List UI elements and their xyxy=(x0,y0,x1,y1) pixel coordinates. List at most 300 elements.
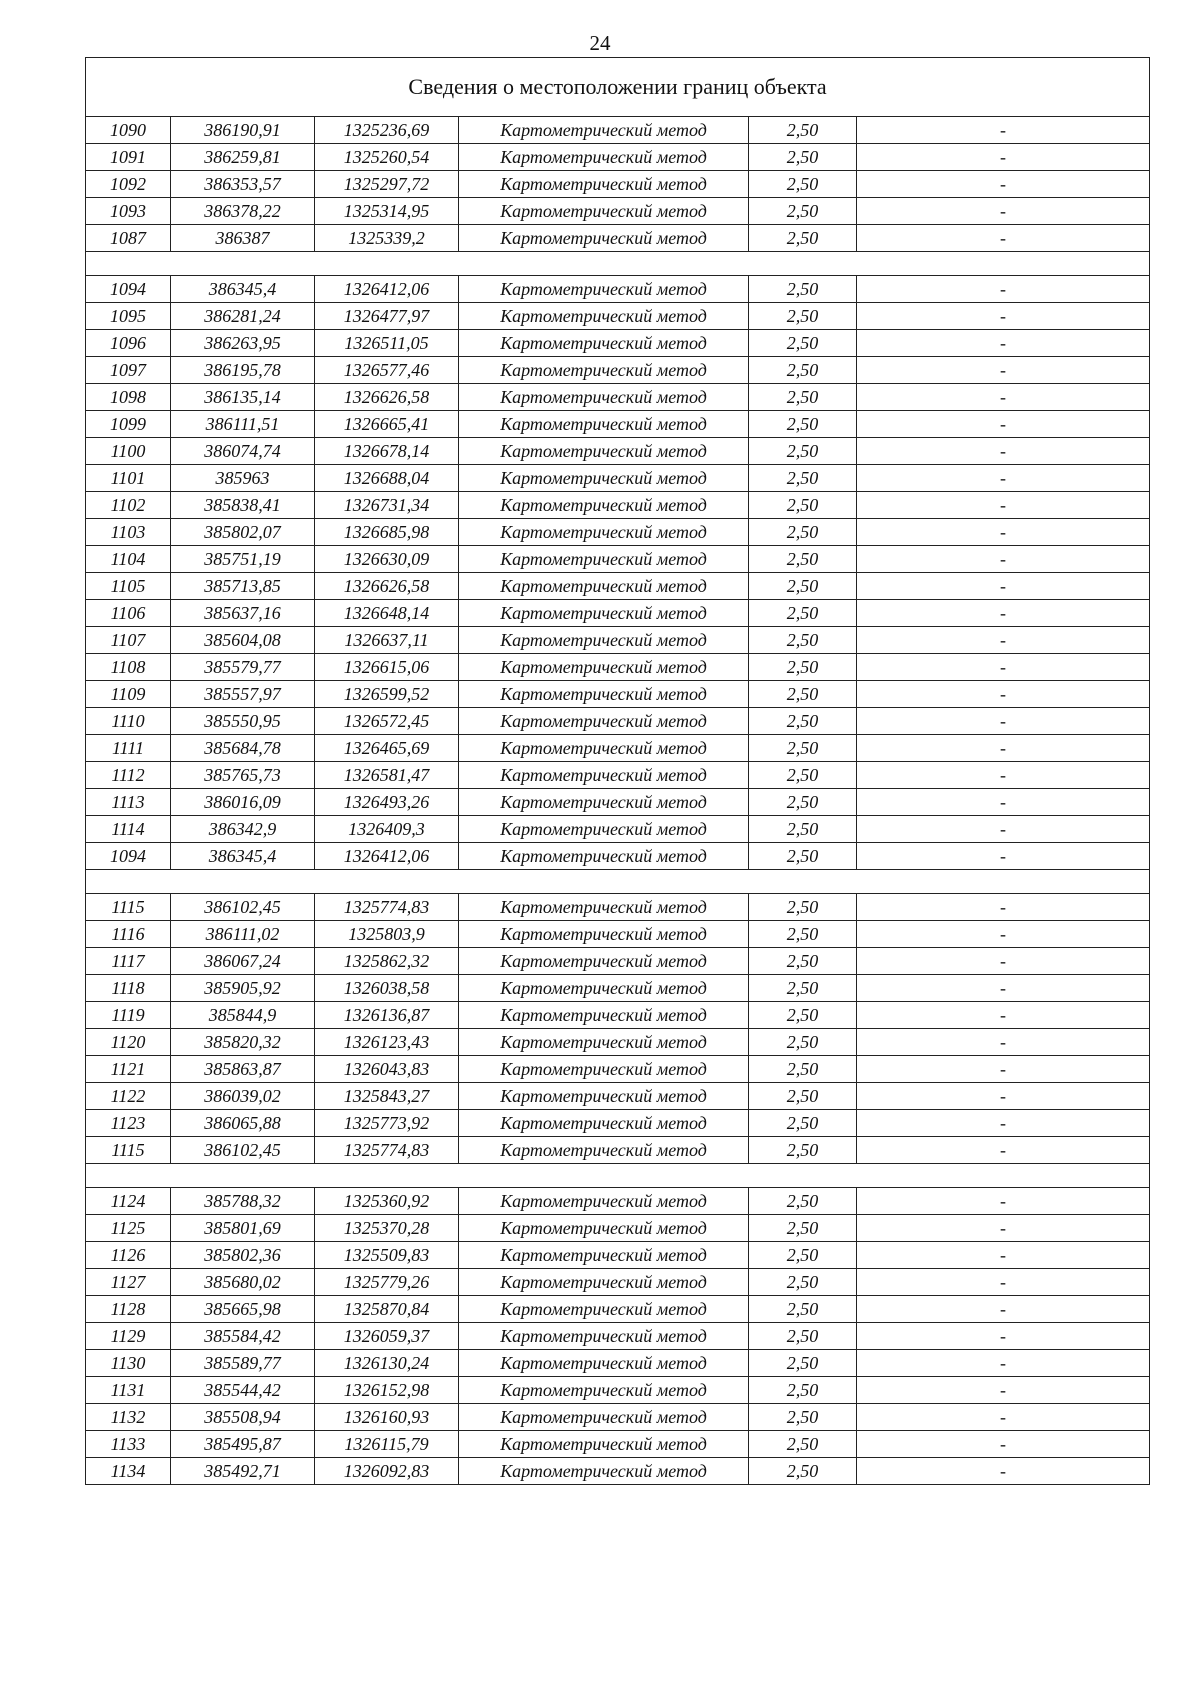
method-cell: Картометрический метод xyxy=(459,225,749,252)
point-number-cell: 1130 xyxy=(86,1350,171,1377)
y-coordinate-cell: 1325509,83 xyxy=(315,1242,459,1269)
accuracy-cell: 2,50 xyxy=(749,1242,857,1269)
table-row xyxy=(86,492,1150,519)
method-cell: Картометрический метод xyxy=(459,1242,749,1269)
accuracy-cell: 2,50 xyxy=(749,1458,857,1485)
method-cell: Картометрический метод xyxy=(459,1404,749,1431)
table-row xyxy=(86,762,1150,789)
description-cell: - xyxy=(857,1029,1150,1056)
x-coordinate-cell: 386135,14 xyxy=(171,384,315,411)
point-number-cell: 1131 xyxy=(86,1377,171,1404)
point-number-cell: 1094 xyxy=(86,843,171,870)
y-coordinate-cell: 1325862,32 xyxy=(315,948,459,975)
accuracy-cell: 2,50 xyxy=(749,1110,857,1137)
table-row xyxy=(86,465,1150,492)
description-cell: - xyxy=(857,198,1150,225)
method-cell: Картометрический метод xyxy=(459,411,749,438)
y-coordinate-cell: 1326615,06 xyxy=(315,654,459,681)
point-number-cell: 1115 xyxy=(86,894,171,921)
x-coordinate-cell: 386345,4 xyxy=(171,843,315,870)
x-coordinate-cell: 385584,42 xyxy=(171,1323,315,1350)
table-row xyxy=(86,921,1150,948)
method-cell: Картометрический метод xyxy=(459,1188,749,1215)
table-row xyxy=(86,1350,1150,1377)
description-cell: - xyxy=(857,789,1150,816)
method-cell: Картометрический метод xyxy=(459,894,749,921)
y-coordinate-cell: 1326599,52 xyxy=(315,681,459,708)
method-cell: Картометрический метод xyxy=(459,789,749,816)
table-row xyxy=(86,627,1150,654)
y-coordinate-cell: 1326688,04 xyxy=(315,465,459,492)
x-coordinate-cell: 385495,87 xyxy=(171,1431,315,1458)
y-coordinate-cell: 1325843,27 xyxy=(315,1083,459,1110)
group-separator-cell xyxy=(86,870,1150,894)
group-separator-row xyxy=(86,252,1150,276)
x-coordinate-cell: 385788,32 xyxy=(171,1188,315,1215)
x-coordinate-cell: 386111,51 xyxy=(171,411,315,438)
y-coordinate-cell: 1326409,3 xyxy=(315,816,459,843)
group-separator-cell xyxy=(86,1164,1150,1188)
description-cell: - xyxy=(857,546,1150,573)
table-row xyxy=(86,384,1150,411)
point-number-cell: 1121 xyxy=(86,1056,171,1083)
table-row xyxy=(86,303,1150,330)
table-row xyxy=(86,1242,1150,1269)
table-row xyxy=(86,600,1150,627)
description-cell: - xyxy=(857,144,1150,171)
accuracy-cell: 2,50 xyxy=(749,816,857,843)
description-cell: - xyxy=(857,465,1150,492)
point-number-cell: 1105 xyxy=(86,573,171,600)
point-number-cell: 1125 xyxy=(86,1215,171,1242)
method-cell: Картометрический метод xyxy=(459,546,749,573)
x-coordinate-cell: 386353,57 xyxy=(171,171,315,198)
x-coordinate-cell: 386259,81 xyxy=(171,144,315,171)
x-coordinate-cell: 385751,19 xyxy=(171,546,315,573)
method-cell: Картометрический метод xyxy=(459,762,749,789)
x-coordinate-cell: 385905,92 xyxy=(171,975,315,1002)
point-number-cell: 1117 xyxy=(86,948,171,975)
point-number-cell: 1129 xyxy=(86,1323,171,1350)
point-number-cell: 1104 xyxy=(86,546,171,573)
y-coordinate-cell: 1326059,37 xyxy=(315,1323,459,1350)
table-row xyxy=(86,1404,1150,1431)
table-row xyxy=(86,1056,1150,1083)
description-cell: - xyxy=(857,948,1150,975)
point-number-cell: 1120 xyxy=(86,1029,171,1056)
method-cell: Картометрический метод xyxy=(459,276,749,303)
table-row xyxy=(86,171,1150,198)
table-row xyxy=(86,1377,1150,1404)
group-separator-cell xyxy=(86,252,1150,276)
accuracy-cell: 2,50 xyxy=(749,843,857,870)
y-coordinate-cell: 1325236,69 xyxy=(315,117,459,144)
x-coordinate-cell: 386345,4 xyxy=(171,276,315,303)
accuracy-cell: 2,50 xyxy=(749,1404,857,1431)
point-number-cell: 1127 xyxy=(86,1269,171,1296)
x-coordinate-cell: 385680,02 xyxy=(171,1269,315,1296)
x-coordinate-cell: 385838,41 xyxy=(171,492,315,519)
accuracy-cell: 2,50 xyxy=(749,735,857,762)
method-cell: Картометрический метод xyxy=(459,1215,749,1242)
description-cell: - xyxy=(857,1083,1150,1110)
y-coordinate-cell: 1325774,83 xyxy=(315,894,459,921)
y-coordinate-cell: 1325360,92 xyxy=(315,1188,459,1215)
method-cell: Картометрический метод xyxy=(459,1350,749,1377)
x-coordinate-cell: 386065,88 xyxy=(171,1110,315,1137)
point-number-cell: 1128 xyxy=(86,1296,171,1323)
method-cell: Картометрический метод xyxy=(459,144,749,171)
y-coordinate-cell: 1326678,14 xyxy=(315,438,459,465)
table-row xyxy=(86,789,1150,816)
description-cell: - xyxy=(857,1404,1150,1431)
method-cell: Картометрический метод xyxy=(459,627,749,654)
description-cell: - xyxy=(857,816,1150,843)
accuracy-cell: 2,50 xyxy=(749,117,857,144)
method-cell: Картометрический метод xyxy=(459,735,749,762)
group-separator-row xyxy=(86,1164,1150,1188)
table-row xyxy=(86,225,1150,252)
accuracy-cell: 2,50 xyxy=(749,654,857,681)
point-number-cell: 1116 xyxy=(86,921,171,948)
accuracy-cell: 2,50 xyxy=(749,1215,857,1242)
point-number-cell: 1112 xyxy=(86,762,171,789)
method-cell: Картометрический метод xyxy=(459,384,749,411)
y-coordinate-cell: 1326152,98 xyxy=(315,1377,459,1404)
point-number-cell: 1097 xyxy=(86,357,171,384)
y-coordinate-cell: 1326130,24 xyxy=(315,1350,459,1377)
accuracy-cell: 2,50 xyxy=(749,171,857,198)
point-number-cell: 1133 xyxy=(86,1431,171,1458)
table-row xyxy=(86,1029,1150,1056)
boundary-coordinates-table xyxy=(85,57,1150,1485)
x-coordinate-cell: 385589,77 xyxy=(171,1350,315,1377)
x-coordinate-cell: 386342,9 xyxy=(171,816,315,843)
x-coordinate-cell: 386102,45 xyxy=(171,1137,315,1164)
accuracy-cell: 2,50 xyxy=(749,1056,857,1083)
accuracy-cell: 2,50 xyxy=(749,789,857,816)
method-cell: Картометрический метод xyxy=(459,921,749,948)
table-row xyxy=(86,735,1150,762)
method-cell: Картометрический метод xyxy=(459,1458,749,1485)
table-row xyxy=(86,438,1150,465)
y-coordinate-cell: 1325260,54 xyxy=(315,144,459,171)
table-row xyxy=(86,654,1150,681)
point-number-cell: 1113 xyxy=(86,789,171,816)
accuracy-cell: 2,50 xyxy=(749,708,857,735)
y-coordinate-cell: 1326493,26 xyxy=(315,789,459,816)
accuracy-cell: 2,50 xyxy=(749,975,857,1002)
description-cell: - xyxy=(857,411,1150,438)
x-coordinate-cell: 386067,24 xyxy=(171,948,315,975)
x-coordinate-cell: 386102,45 xyxy=(171,894,315,921)
accuracy-cell: 2,50 xyxy=(749,573,857,600)
point-number-cell: 1118 xyxy=(86,975,171,1002)
y-coordinate-cell: 1325803,9 xyxy=(315,921,459,948)
x-coordinate-cell: 385802,36 xyxy=(171,1242,315,1269)
method-cell: Картометрический метод xyxy=(459,198,749,225)
description-cell: - xyxy=(857,1323,1150,1350)
point-number-cell: 1090 xyxy=(86,117,171,144)
description-cell: - xyxy=(857,1215,1150,1242)
point-number-cell: 1092 xyxy=(86,171,171,198)
method-cell: Картометрический метод xyxy=(459,708,749,735)
y-coordinate-cell: 1325773,92 xyxy=(315,1110,459,1137)
description-cell: - xyxy=(857,330,1150,357)
table-body xyxy=(86,58,1150,1485)
method-cell: Картометрический метод xyxy=(459,1056,749,1083)
table-row xyxy=(86,1083,1150,1110)
table-row xyxy=(86,117,1150,144)
x-coordinate-cell: 385963 xyxy=(171,465,315,492)
x-coordinate-cell: 385820,32 xyxy=(171,1029,315,1056)
description-cell: - xyxy=(857,573,1150,600)
point-number-cell: 1091 xyxy=(86,144,171,171)
accuracy-cell: 2,50 xyxy=(749,681,857,708)
method-cell: Картометрический метод xyxy=(459,357,749,384)
table-row xyxy=(86,411,1150,438)
point-number-cell: 1114 xyxy=(86,816,171,843)
accuracy-cell: 2,50 xyxy=(749,1269,857,1296)
point-number-cell: 1096 xyxy=(86,330,171,357)
table-row xyxy=(86,1296,1150,1323)
table-title: Сведения о местоположении границ объекта xyxy=(86,58,1150,117)
point-number-cell: 1134 xyxy=(86,1458,171,1485)
y-coordinate-cell: 1326477,97 xyxy=(315,303,459,330)
accuracy-cell: 2,50 xyxy=(749,519,857,546)
description-cell: - xyxy=(857,225,1150,252)
table-row xyxy=(86,1458,1150,1485)
point-number-cell: 1123 xyxy=(86,1110,171,1137)
description-cell: - xyxy=(857,600,1150,627)
y-coordinate-cell: 1326412,06 xyxy=(315,276,459,303)
point-number-cell: 1100 xyxy=(86,438,171,465)
method-cell: Картометрический метод xyxy=(459,843,749,870)
y-coordinate-cell: 1326648,14 xyxy=(315,600,459,627)
method-cell: Картометрический метод xyxy=(459,303,749,330)
accuracy-cell: 2,50 xyxy=(749,465,857,492)
table-row xyxy=(86,948,1150,975)
table-row xyxy=(86,546,1150,573)
y-coordinate-cell: 1326043,83 xyxy=(315,1056,459,1083)
table-row xyxy=(86,1431,1150,1458)
y-coordinate-cell: 1325370,28 xyxy=(315,1215,459,1242)
x-coordinate-cell: 385604,08 xyxy=(171,627,315,654)
method-cell: Картометрический метод xyxy=(459,573,749,600)
table-row xyxy=(86,816,1150,843)
description-cell: - xyxy=(857,117,1150,144)
point-number-cell: 1111 xyxy=(86,735,171,762)
accuracy-cell: 2,50 xyxy=(749,546,857,573)
description-cell: - xyxy=(857,384,1150,411)
y-coordinate-cell: 1326685,98 xyxy=(315,519,459,546)
table-row xyxy=(86,1110,1150,1137)
point-number-cell: 1095 xyxy=(86,303,171,330)
y-coordinate-cell: 1326626,58 xyxy=(315,384,459,411)
method-cell: Картометрический метод xyxy=(459,948,749,975)
x-coordinate-cell: 386016,09 xyxy=(171,789,315,816)
table-row xyxy=(86,894,1150,921)
table-row xyxy=(86,843,1150,870)
y-coordinate-cell: 1325314,95 xyxy=(315,198,459,225)
description-cell: - xyxy=(857,1002,1150,1029)
x-coordinate-cell: 385802,07 xyxy=(171,519,315,546)
x-coordinate-cell: 386039,02 xyxy=(171,1083,315,1110)
description-cell: - xyxy=(857,303,1150,330)
y-coordinate-cell: 1326731,34 xyxy=(315,492,459,519)
accuracy-cell: 2,50 xyxy=(749,144,857,171)
description-cell: - xyxy=(857,171,1150,198)
point-number-cell: 1101 xyxy=(86,465,171,492)
table-row xyxy=(86,276,1150,303)
x-coordinate-cell: 386190,91 xyxy=(171,117,315,144)
accuracy-cell: 2,50 xyxy=(749,225,857,252)
table-row xyxy=(86,1002,1150,1029)
point-number-cell: 1102 xyxy=(86,492,171,519)
accuracy-cell: 2,50 xyxy=(749,1029,857,1056)
method-cell: Картометрический метод xyxy=(459,681,749,708)
description-cell: - xyxy=(857,438,1150,465)
method-cell: Картометрический метод xyxy=(459,438,749,465)
accuracy-cell: 2,50 xyxy=(749,627,857,654)
x-coordinate-cell: 385492,71 xyxy=(171,1458,315,1485)
accuracy-cell: 2,50 xyxy=(749,1323,857,1350)
y-coordinate-cell: 1326577,46 xyxy=(315,357,459,384)
description-cell: - xyxy=(857,921,1150,948)
point-number-cell: 1132 xyxy=(86,1404,171,1431)
description-cell: - xyxy=(857,1242,1150,1269)
y-coordinate-cell: 1326123,43 xyxy=(315,1029,459,1056)
method-cell: Картометрический метод xyxy=(459,975,749,1002)
method-cell: Картометрический метод xyxy=(459,1002,749,1029)
method-cell: Картометрический метод xyxy=(459,465,749,492)
accuracy-cell: 2,50 xyxy=(749,357,857,384)
method-cell: Картометрический метод xyxy=(459,117,749,144)
x-coordinate-cell: 385550,95 xyxy=(171,708,315,735)
table-row xyxy=(86,1323,1150,1350)
table-row xyxy=(86,198,1150,225)
point-number-cell: 1124 xyxy=(86,1188,171,1215)
table-row xyxy=(86,1269,1150,1296)
description-cell: - xyxy=(857,681,1150,708)
y-coordinate-cell: 1326581,47 xyxy=(315,762,459,789)
x-coordinate-cell: 385684,78 xyxy=(171,735,315,762)
method-cell: Картометрический метод xyxy=(459,600,749,627)
accuracy-cell: 2,50 xyxy=(749,921,857,948)
method-cell: Картометрический метод xyxy=(459,171,749,198)
description-cell: - xyxy=(857,627,1150,654)
table-row xyxy=(86,144,1150,171)
page-number: 24 xyxy=(589,31,611,55)
description-cell: - xyxy=(857,1137,1150,1164)
x-coordinate-cell: 385557,97 xyxy=(171,681,315,708)
table-row xyxy=(86,1137,1150,1164)
table-row xyxy=(86,975,1150,1002)
point-number-cell: 1087 xyxy=(86,225,171,252)
y-coordinate-cell: 1325779,26 xyxy=(315,1269,459,1296)
point-number-cell: 1098 xyxy=(86,384,171,411)
accuracy-cell: 2,50 xyxy=(749,1350,857,1377)
description-cell: - xyxy=(857,1458,1150,1485)
description-cell: - xyxy=(857,1296,1150,1323)
description-cell: - xyxy=(857,519,1150,546)
x-coordinate-cell: 386387 xyxy=(171,225,315,252)
y-coordinate-cell: 1326115,79 xyxy=(315,1431,459,1458)
x-coordinate-cell: 385665,98 xyxy=(171,1296,315,1323)
description-cell: - xyxy=(857,894,1150,921)
description-cell: - xyxy=(857,1056,1150,1083)
y-coordinate-cell: 1326092,83 xyxy=(315,1458,459,1485)
description-cell: - xyxy=(857,1110,1150,1137)
x-coordinate-cell: 385713,85 xyxy=(171,573,315,600)
method-cell: Картометрический метод xyxy=(459,654,749,681)
y-coordinate-cell: 1325297,72 xyxy=(315,171,459,198)
x-coordinate-cell: 385508,94 xyxy=(171,1404,315,1431)
description-cell: - xyxy=(857,762,1150,789)
method-cell: Картометрический метод xyxy=(459,1377,749,1404)
accuracy-cell: 2,50 xyxy=(749,1002,857,1029)
accuracy-cell: 2,50 xyxy=(749,330,857,357)
description-cell: - xyxy=(857,975,1150,1002)
x-coordinate-cell: 385544,42 xyxy=(171,1377,315,1404)
accuracy-cell: 2,50 xyxy=(749,411,857,438)
y-coordinate-cell: 1326637,11 xyxy=(315,627,459,654)
description-cell: - xyxy=(857,492,1150,519)
description-cell: - xyxy=(857,357,1150,384)
method-cell: Картометрический метод xyxy=(459,1137,749,1164)
y-coordinate-cell: 1326160,93 xyxy=(315,1404,459,1431)
description-cell: - xyxy=(857,1350,1150,1377)
point-number-cell: 1109 xyxy=(86,681,171,708)
table-row xyxy=(86,357,1150,384)
y-coordinate-cell: 1326572,45 xyxy=(315,708,459,735)
accuracy-cell: 2,50 xyxy=(749,438,857,465)
point-number-cell: 1099 xyxy=(86,411,171,438)
accuracy-cell: 2,50 xyxy=(749,492,857,519)
x-coordinate-cell: 385637,16 xyxy=(171,600,315,627)
y-coordinate-cell: 1326626,58 xyxy=(315,573,459,600)
description-cell: - xyxy=(857,1188,1150,1215)
y-coordinate-cell: 1326412,06 xyxy=(315,843,459,870)
point-number-cell: 1108 xyxy=(86,654,171,681)
y-coordinate-cell: 1325339,2 xyxy=(315,225,459,252)
table-row xyxy=(86,1215,1150,1242)
y-coordinate-cell: 1325774,83 xyxy=(315,1137,459,1164)
method-cell: Картометрический метод xyxy=(459,816,749,843)
y-coordinate-cell: 1326665,41 xyxy=(315,411,459,438)
y-coordinate-cell: 1325870,84 xyxy=(315,1296,459,1323)
point-number-cell: 1093 xyxy=(86,198,171,225)
x-coordinate-cell: 385844,9 xyxy=(171,1002,315,1029)
accuracy-cell: 2,50 xyxy=(749,762,857,789)
accuracy-cell: 2,50 xyxy=(749,1296,857,1323)
accuracy-cell: 2,50 xyxy=(749,1083,857,1110)
point-number-cell: 1106 xyxy=(86,600,171,627)
accuracy-cell: 2,50 xyxy=(749,1377,857,1404)
accuracy-cell: 2,50 xyxy=(749,384,857,411)
method-cell: Картометрический метод xyxy=(459,1323,749,1350)
table-row xyxy=(86,519,1150,546)
x-coordinate-cell: 385863,87 xyxy=(171,1056,315,1083)
table-row xyxy=(86,573,1150,600)
accuracy-cell: 2,50 xyxy=(749,303,857,330)
method-cell: Картометрический метод xyxy=(459,1029,749,1056)
accuracy-cell: 2,50 xyxy=(749,198,857,225)
title-row xyxy=(86,58,1150,117)
method-cell: Картометрический метод xyxy=(459,1296,749,1323)
accuracy-cell: 2,50 xyxy=(749,276,857,303)
point-number-cell: 1094 xyxy=(86,276,171,303)
